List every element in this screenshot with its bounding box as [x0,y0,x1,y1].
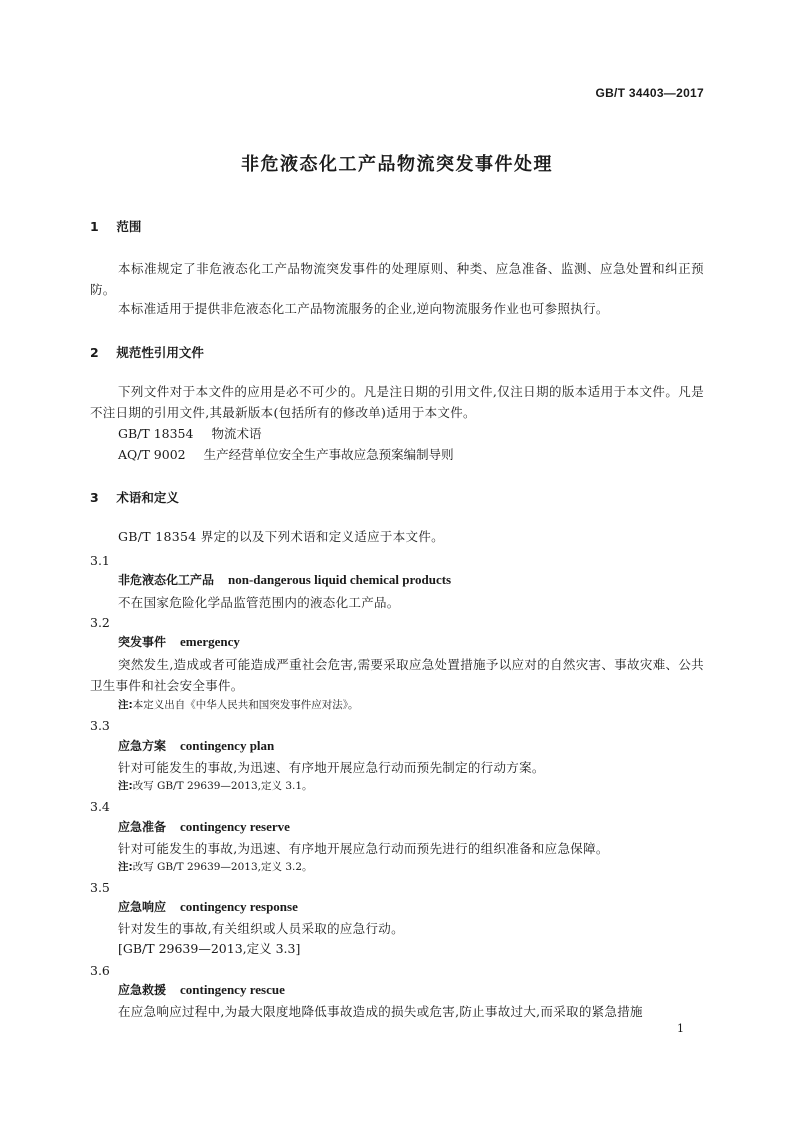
term-definition: 不在国家危险化学品监管范围内的液态化工产品。 [118,595,400,610]
references-paragraph: 下列文件对于本文件的应用是必不可少的。凡是注日期的引用文件,仅注日期的版本适用于本文件。凡是不注日期的引用文件,其最新版本(包括所有的修改单)适用于本文件。 [90,384,704,420]
reference-item [118,444,454,465]
standard-number: GB/T 34403—2017 [595,86,704,100]
clause-number: 3.3 [90,718,110,733]
term-zh: 应急方案 [118,739,167,753]
term-note [118,778,313,793]
term-zh: 突发事件 [118,635,167,649]
note-text: 本定义出自《中华人民共和国突发事件应对法》。 [132,699,359,711]
scope-paragraph-1: 本标准规定了非危液态化工产品物流突发事件的处理原则、种类、应急准备、监测、应急处置和纠正预防。 [90,261,704,297]
term-zh: 非危液态化工产品 [118,573,215,587]
page-number: 1 [677,1022,684,1035]
term-en: contingency response [180,899,298,914]
term-definition: 针对可能发生的事故,为迅速、有序地开展应急行动而预先制定的行动方案。 [118,760,545,775]
term-note [118,697,358,712]
section-heading-scope [90,217,141,235]
terms-intro: GB/T 18354 界定的以及下列术语和定义适应于本文件。 [118,529,444,544]
clause-number: 3.1 [90,553,110,568]
note-text: 改写 GB/T 29639—2013,定义 3.1。 [132,780,313,792]
reference-name: 物流术语 [211,426,262,441]
term-heading [118,898,298,915]
clause-number: 3.6 [90,963,110,978]
reference-item [118,423,261,444]
term-en: contingency rescue [180,982,285,997]
note-label: 注: [118,861,133,873]
term-en: emergency [180,634,240,649]
clause-number: 3.4 [90,799,110,814]
reference-code: AQ/T 9002 [118,447,186,462]
term-heading [118,571,451,588]
section-title: 规范性引用文件 [116,345,204,360]
clause-number: 3.5 [90,880,110,895]
note-text: 改写 GB/T 29639—2013,定义 3.2。 [132,861,313,873]
section-heading-normative-references [90,343,204,361]
term-heading [118,737,274,754]
term-definition: 在应急响应过程中,为最大限度地降低事故造成的损失或危害,防止事故过大,而采取的紧急措施 [118,1004,643,1019]
section-title: 术语和定义 [116,490,179,505]
clause-number: 3.2 [90,615,110,630]
term-heading [118,633,240,650]
term-en: contingency reserve [180,819,290,834]
term-zh: 应急响应 [118,900,167,914]
scope-paragraph-2: 本标准适用于提供非危液态化工产品物流服务的企业,逆向物流服务作业也可参照执行。 [118,301,609,316]
term-definition: 针对发生的事故,有关组织或人员采取的应急行动。 [118,921,404,936]
section-number: 2 [90,345,99,360]
section-title: 范围 [116,219,142,234]
reference-name: 生产经营单位安全生产事故应急预案编制导则 [203,447,454,462]
note-label: 注: [118,780,133,792]
term-source: [GB/T 29639—2013,定义 3.3] [118,941,301,956]
term-heading [118,818,290,835]
note-label: 注: [118,699,133,711]
term-zh: 应急准备 [118,820,167,834]
reference-code: GB/T 18354 [118,426,194,441]
term-definition: 针对可能发生的事故,为迅速、有序地开展应急行动而预先进行的组织准备和应急保障。 [118,841,609,856]
document-title: 非危液态化工产品物流突发事件处理 [241,154,553,175]
section-heading-terms [90,488,179,506]
term-en: non-dangerous liquid chemical products [228,572,452,587]
term-heading [118,981,285,998]
term-zh: 应急救援 [118,983,167,997]
term-definition: 突然发生,造成或者可能造成严重社会危害,需要采取应急处置措施予以应对的自然灾害、事故灾难、公共卫生事件和社会安全事件。 [90,657,704,693]
term-note [118,859,313,874]
section-number: 3 [90,490,99,505]
section-number: 1 [90,219,99,234]
term-en: contingency plan [180,738,275,753]
